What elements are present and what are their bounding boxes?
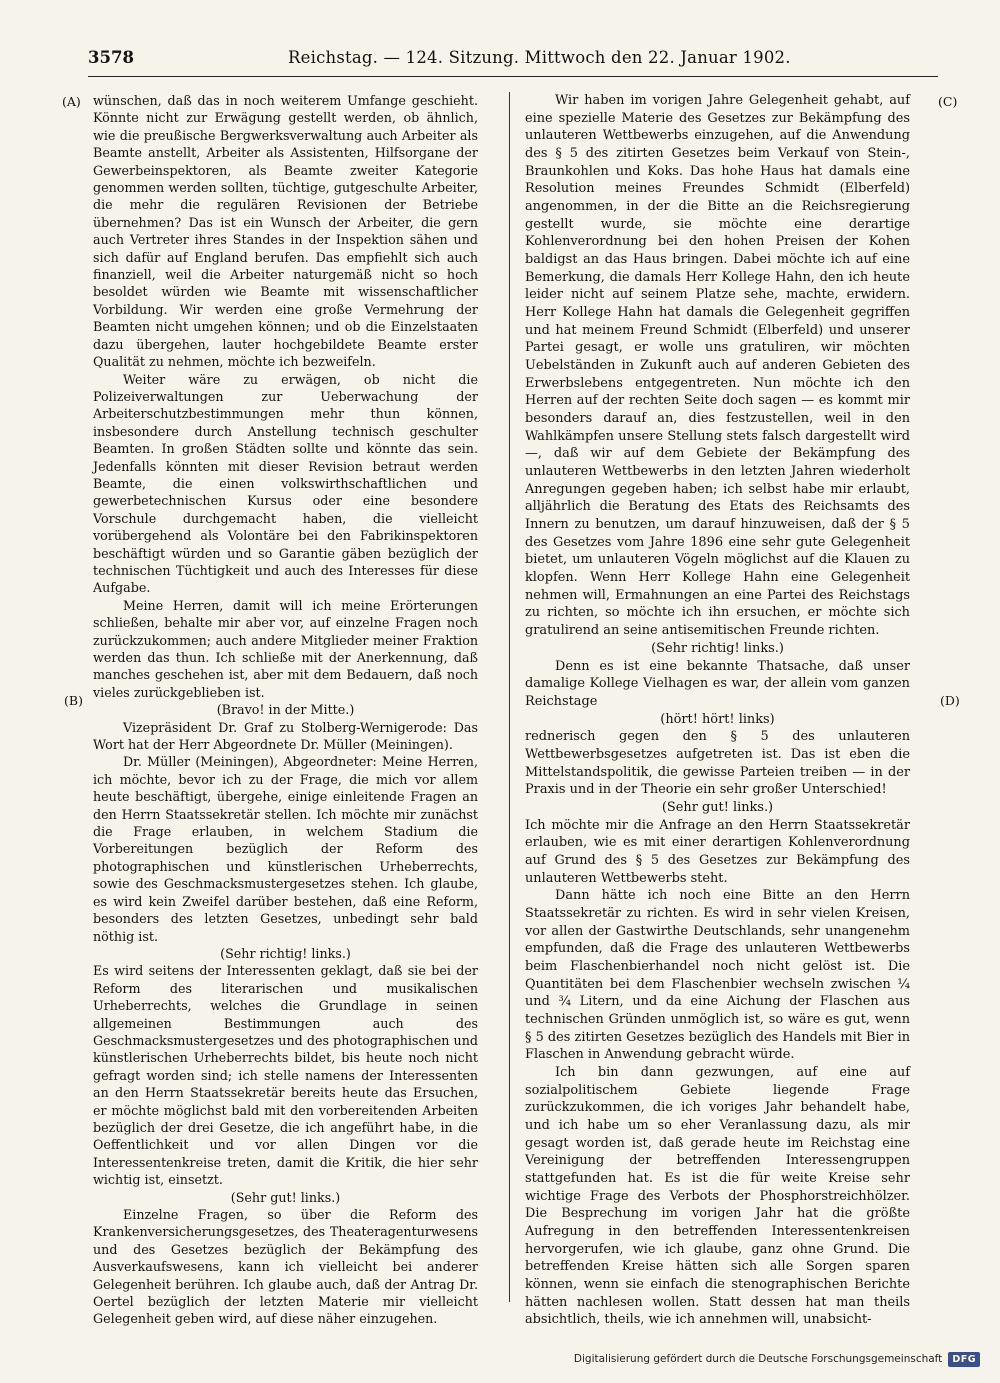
margin-marker-b: (B) (64, 693, 83, 708)
margin-marker-a: (A) (62, 94, 81, 109)
dfg-logo: DFG (948, 1352, 980, 1367)
paragraph: Weiter wäre zu erwägen, ob nicht die Polizeiverwaltungen zur Ueberwachung der Arbeiterschutzbestimmungen mehr thun können, insbesondere durch Anstellung technisch geschulter Beamten. In großen Städten sollte und könnte das sein. Jedenfalls könnten mit dieser Revision betraut werden Beamte, die einen volkswirthschaftlichen und gewerbetechnischen Kursus oder eine besondere Vorschule durchgemacht haben, die vielleicht vorübergehend als Volontäre bei den Fabrikinspektoren beschäftigt würden und so Garantie gäben bezüglich der technischen Tüchtigkeit und auch des Interesses für diese Aufgabe. (93, 371, 478, 596)
margin-marker-c: (C) (938, 94, 958, 109)
speaker-paragraph: Dr. Müller (Meiningen), Abgeordneter: Meine Herren, ich möchte, bevor ich zu der Frage, die mich vor allem heute beschäftigt, übergehe, einige einleitende Fragen an den Herrn Staatssekretär stellen. Ich möchte mir zunächst die Frage erlauben, in welchem Stadium die Vorbereitungen bezüglich der Reform des photographischen und künstlerischen Urheberrechts, sowie des Geschmacksmustergesetzes stehen. Ich glaube, es wird kein Zweifel darüber bestehen, daß eine Reform, besonders des letzten Gesetzes, unbedingt sehr bald nöthig ist. (93, 754, 478, 944)
header-rule (88, 76, 938, 77)
interjection: (Sehr gut! links.) (661, 799, 774, 815)
right-column (525, 92, 910, 1329)
page-number: 3578 (88, 48, 134, 67)
footer-text: Digitalisierung gefördert durch die Deutsche Forschungsgemeinschaft (573, 1353, 943, 1365)
paragraph: Denn es ist eine bekannte Thatsache, daß unser damalige Kollege Vielhagen es war, der allein vom ganzen Reichstage (525, 658, 910, 709)
paragraph: Ich bin dann gezwungen, auf eine auf sozialpolitischem Gebiete liegende Frage zurückzukommen, die ich voriges Jahr behandelt habe, und ich habe um so eher Veranlassung dazu, als mir gesagt worden ist, daß gerade heute im Reichstag eine Vereinigung der betreffenden Interessengruppen stattgefunden hat. Es ist die für weite Kreise sehr wichtige Frage des Verbots der Phosphorstreichhölzer. Die Besprechung im vorigen Jahr hat die größte Aufregung in den betreffenden Interessentenkreisen hervorgerufen, wie ich glaube, ganz ohne Grund. Die betreffenden Kreise hätten sich alle Sorgen sparen können, wenn sie einfach die stenographischen Berichte hätten nachlesen wollen. Statt dessen hat man theils absichtlich, theils, wie ich annehmen will, unabsicht- (525, 1064, 910, 1328)
paragraph: Einzelne Fragen, so über die Reform des Krankenversicherungsgesetzes, des Theateragenturwesens und des Gesetzes bezüglich der Bekämpfung des Ausverkaufswesens, kann ich vielleicht bei anderer Gelegenheit berühren. Ich glaube auch, daß der Antrag Dr. Oertel bezüglich der letzten Materie mir vielleicht Gelegenheit geben wird, auf diese näher einzugehen. (93, 1207, 478, 1327)
interjection: (hört! hört! links) (660, 711, 775, 727)
column-divider (509, 92, 510, 1302)
interjection: (Sehr richtig! links.) (651, 640, 784, 656)
paragraph: Dann hätte ich noch eine Bitte an den Herrn Staatssekretär zu richten. Es wird in sehr vielen Kreisen, vor allen der Gastwirthe Deutschlands, sehr unangenehm empfunden, daß die Frage des unlauteren Wettbewerbs beim Flaschenbierhandel noch nicht gelöst ist. Die Quantitäten bei dem Flaschenbier wechseln zwischen ¼ und ¾ Litern, und da eine Aichung der Flaschen aus technischen Gründen unmöglich ist, so wäre es gut, wenn § 5 des zitirten Gesetzes bezüglich des Handels mit Bier in Flaschen in Anwendung gebracht würde. (525, 888, 910, 1063)
paragraph: wünschen, daß das in noch weiterem Umfange geschieht. Könnte nicht zur Erwägung gestellt werden, ob ähnlich, wie die preußische Bergwerksverwaltung auch Arbeiter als Beamte anstellt, Arbeiter als Assistenten, Hilfsorgane der Gewerbeinspektoren, als Beamte zweiter Kategorie genommen werden sollten, tüchtige, gutgeschulte Arbeiter, die mehr die regulären Revisionen der Betriebe übernehmen? Das ist ein Wunsch der Arbeiter, die gern auch Vertreter ihres Standes in der Inspektion sähen und sich dafür auf England berufen. Das empfiehlt sich auch finanziell, weil die Arbeiter naturgemäß nicht so hoch besoldet würden wie Beamte mit wissenschaftlicher Vorbildung. Wir werden eine große Vermehrung der Beamten nicht umgehen können; und ob die Einzelstaaten dazu übergehen, lauter hochgebildete Beamte erster Qualität zu nehmen, möchte ich bezweifeln. (93, 93, 478, 370)
interjection: (Sehr richtig! links.) (220, 945, 351, 961)
paragraph: Wir haben im vorigen Jahre Gelegenheit gehabt, auf eine spezielle Materie des Gesetzes zur Bekämpfung des unlauteren Wettbewerbs einzugehen, auf die Anwendung des § 5 des zitirten Gesetzes beim Verkauf von Stein-, Braunkohlen und Koks. Das hohe Haus hat damals eine Resolution meines Freundes Schmidt (Elberfeld) angenommen, in der die Bitte an die Reichsregierung gestellt wurde, sie möchte eine derartige Kohlenverordnung bei den hohen Preisen der Kohen baldigst an das Haus bringen. Dabei möchte ich auf eine Bemerkung, die damals Herr Kollege Hahn, den ich heute leider nicht auf seinem Platze sehe, machte, erwidern. Herr Kollege Hahn hat damals die Gelegenheit gegriffen und hat meinem Freund Schmidt (Elberfeld) und unserer Partei gesagt, er wolle uns gratuliren, wir möchten Uebelständen in Zukunft auch auf anderen Gebieten des Erwerbslebens entgegentreten. Nun möchte ich den Herren auf der rechten Seite doch sagen — es kommt mir besonders darauf an, dies festzustellen, weil in den Wahlkämpfen unsere Stellung stets falsch dargestellt wird —, daß wir auf dem Gebiete der Bekämpfung des unlauteren Wettbewerbs in den letzten Jahren wiederholt Anregungen gegeben haben; ich selbst habe mir erlaubt, alljährlich die Beratung des Etats des Reichsamts des Innern zu benutzen, um darauf hinzuweisen, daß der § 5 des Gesetzes vom Jahre 1896 eine sehr gute Gelegenheit bietet, um unlauteren Vögeln möglichst auf die Klauen zu klopfen. Wenn Herr Kollege Hahn eine Gelegenheit nehmen will, Ermahnungen an eine Partei des Reichstags zu richten, so möchte ich ihn ersuchen, er möchte sich gratulirend an seine antisemitischen Freunde richten. (525, 93, 910, 639)
digitization-footer (574, 1349, 980, 1369)
margin-marker-d: (D) (940, 693, 960, 708)
running-header (88, 44, 938, 72)
interjection: (Bravo! in der Mitte.) (216, 702, 355, 718)
paragraph: Ich möchte mir die Anfrage an den Herrn Staatssekretär erlauben, wie es mit einer derartigen Kohlenverordnung auf Grund des § 5 des Gesetzes zur Bekämpfung des unlauteren Wettbewerbs steht. (525, 817, 910, 886)
paragraph: Meine Herren, damit will ich meine Erörterungen schließen, behalte mir aber vor, auf einzelne Fragen noch zurückzukommen; auch andere Mitglieder meiner Fraktion werden das thun. Ich schließe mit der Anerkennung, daß manches geschehen ist, aber mit dem Bedauern, daß noch vieles zurückgeblieben ist. (93, 597, 478, 700)
left-column (93, 92, 478, 1328)
paragraph: rednerisch gegen den § 5 des unlauteren Wettbewerbsgesetzes aufgetreten ist. Das ist eben die Mittelstandspolitik, die gewisse Parteien treiben — in der Praxis und in der Theorie ein sehr großer Unterschied! (525, 729, 910, 798)
interjection: (Sehr gut! links.) (230, 1189, 341, 1205)
speaker-paragraph: Vizepräsident Dr. Graf zu Stolberg-Wernigerode: Das Wort hat der Herr Abgeordnete Dr. Müller (Meiningen). (93, 719, 478, 753)
header-title: Reichstag. — 124. Sitzung. Mittwoch den 22. Januar 1902. (288, 48, 791, 67)
paragraph: Es wird seitens der Interessenten geklagt, daß sie bei der Reform des literarischen und musikalischen Urheberrechts, welches die Grundlage in seinen allgemeinen Bestimmungen auch des Geschmacksmustergesetzes und des photographischen und künstlerischen Urheberrechts bildet, bis heute noch nicht gefragt worden sind; ich stelle namens der Interessenten an den Herrn Staatssekretär bereits heute das Ersuchen, er möchte möglichst bald mit den vorbereitenden Arbeiten bezüglich der drei Gesetze, die ich angeführt habe, in die Oeffentlichkeit und vor allen Dingen vor die Interessentenkreise treten, damit die Kritik, die hier sehr wichtig ist, einsetzt. (93, 963, 478, 1188)
